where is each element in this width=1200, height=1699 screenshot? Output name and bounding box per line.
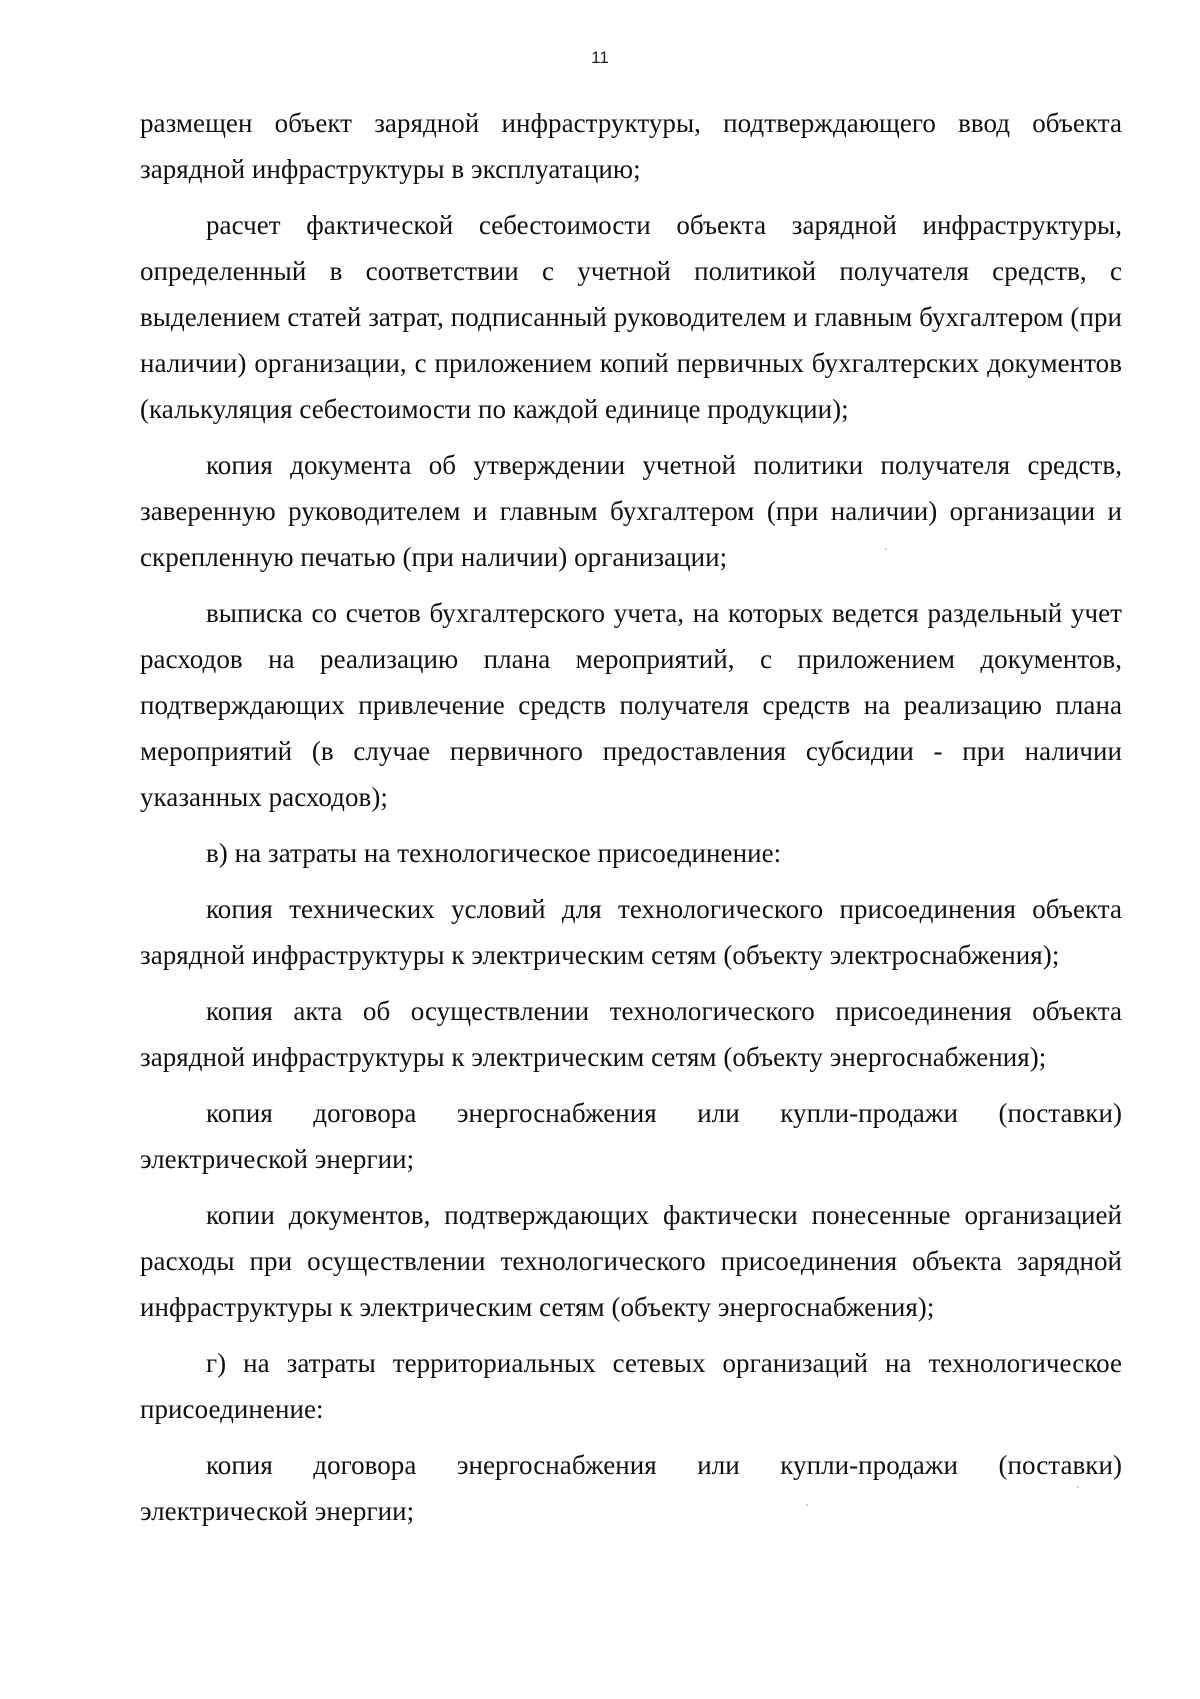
page-number: 11 — [591, 48, 609, 67]
scan-speck — [1077, 1486, 1079, 1488]
paragraph: выписка со счетов бухгалтерского учета, на которых ведется раздельный учет расходов на реализацию плана мероприятий, с приложением документов, подтверждающих привлечение средств получателя средств на реализацию плана мероприятий (в случае первичного предоставления субсидии - при наличии указанных расходов); — [140, 598, 1122, 812]
paragraph: копия технических условий для технологического присоединения объекта зарядной инфраструктуры к электрическим сетям (объекту электроснабжения); — [140, 894, 1122, 970]
section-heading-v: в) на затраты на технологическое присоединение: — [206, 838, 782, 868]
document-body — [140, 100, 1122, 1534]
paragraph: копия акта об осуществлении технологического присоединения объекта зарядной инфраструктуры к электрическим сетям (объекту энергоснабжения); — [140, 996, 1122, 1072]
paragraph: расчет фактической себестоимости объекта зарядной инфраструктуры, определенный в соответствии с учетной политикой получателя средств, с выделением статей затрат, подписанный руководителем и главным бухгалтером (при наличии) организации, с приложением копий первичных бухгалтерских документов (калькуляция себестоимости по каждой единице продукции); — [140, 210, 1122, 424]
paragraph: копия договора энергоснабжения или купли-продажи (поставки) электрической энергии; — [140, 1450, 1122, 1526]
paragraph: копия договора энергоснабжения или купли-продажи (поставки) электрической энергии; — [140, 1098, 1122, 1174]
paragraph: копии документов, подтверждающих фактически понесенные организацией расходы при осуществлении технологического присоединения объекта зарядной инфраструктуры к электрическим сетям (объекту энергоснабжения); — [140, 1200, 1122, 1322]
paragraph: копия документа об утверждении учетной политики получателя средств, заверенную руководителем и главным бухгалтером (при наличии) организации и скрепленную печатью (при наличии) организации; — [140, 450, 1122, 572]
scan-speck — [885, 548, 887, 550]
section-heading-g: г) на затраты территориальных сетевых организаций на технологическое присоединение: — [140, 1348, 1122, 1424]
paragraph: размещен объект зарядной инфраструктуры, подтверждающего ввод объекта зарядной инфраструктуры в эксплуатацию; — [140, 108, 1122, 184]
scan-speck — [806, 1504, 808, 1506]
